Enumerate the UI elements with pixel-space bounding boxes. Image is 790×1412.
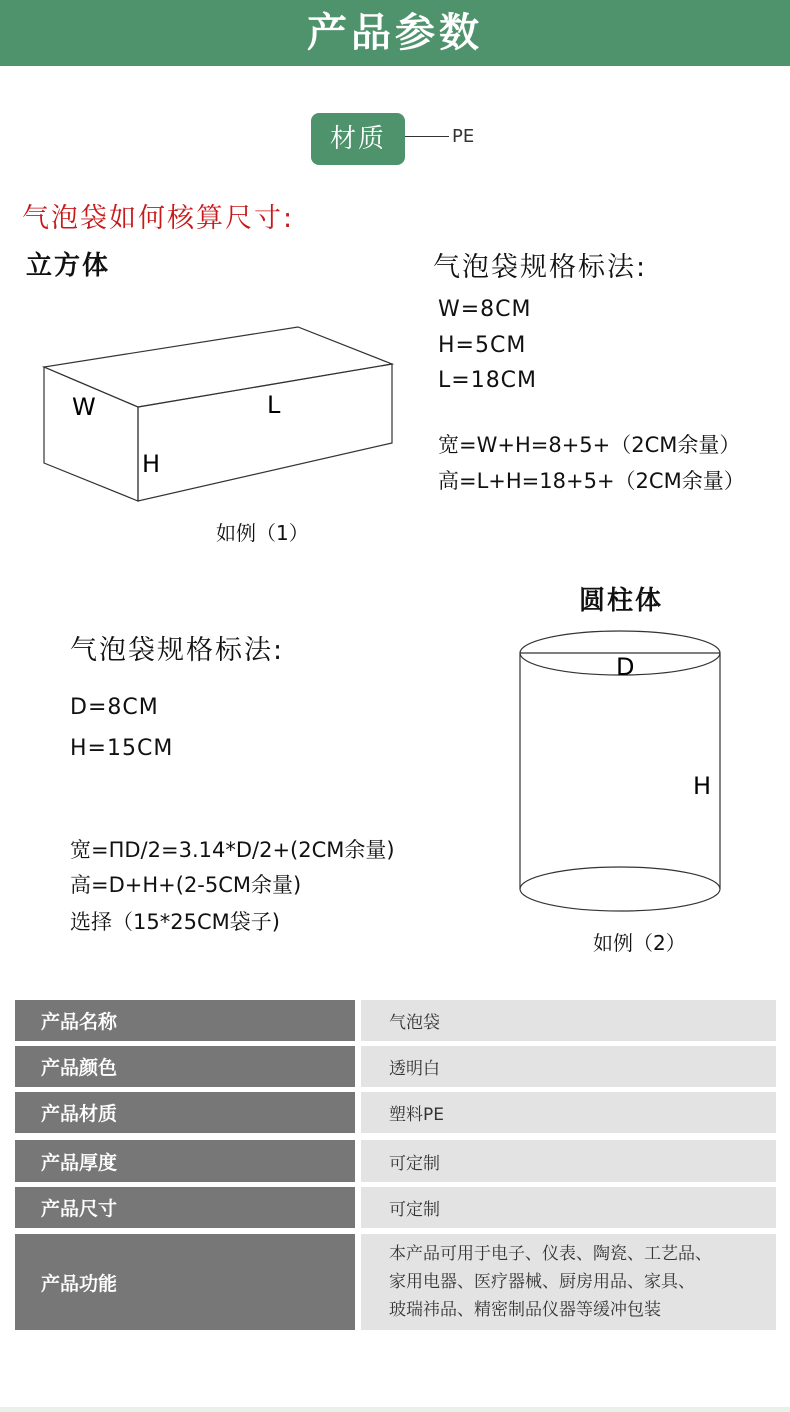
cube-side-face	[138, 364, 392, 501]
material-label: 材质	[311, 113, 405, 165]
cube-label-w: W	[72, 393, 96, 421]
cube-spec-w: W=8CM	[438, 297, 532, 322]
bottom-divider	[0, 1407, 790, 1412]
sizing-title: 气泡袋如何核算尺寸:	[22, 203, 295, 234]
cube-top-face	[44, 327, 392, 407]
material-value: PE	[452, 126, 475, 147]
cylinder-label-d: D	[616, 653, 635, 681]
table-row-label: 产品尺寸	[15, 1187, 355, 1228]
cylinder-diagram	[510, 625, 730, 920]
table-row-label: 产品材质	[15, 1092, 355, 1133]
cube-height-formula: 高=L+H=18+5+（2CM余量）	[438, 469, 745, 493]
table-row-label: 产品名称	[15, 1000, 355, 1041]
cylinder-label-h: H	[693, 772, 712, 800]
cube-spec-l: L=18CM	[438, 368, 538, 393]
material-connector-line	[405, 136, 449, 137]
cylinder-spec-d: D=8CM	[70, 695, 159, 720]
table-row-label: 产品厚度	[15, 1140, 355, 1182]
table-row	[15, 1046, 776, 1087]
cylinder-spec-h: H=15CM	[70, 736, 174, 761]
table-row	[15, 1187, 776, 1228]
table-row-value: 气泡袋	[361, 1000, 776, 1041]
cube-heading: 立方体	[26, 251, 111, 281]
cylinder-caption: 如例（2）	[593, 931, 686, 955]
table-row-label: 产品功能	[15, 1234, 355, 1330]
page-title: 产品参数	[0, 0, 790, 66]
table-row-value: 本产品可用于电子、仪表、陶瓷、工艺品、 家用电器、医疗器械、厨房用品、家具、 玻瑞祎品、精密制品仪器等缓冲包装	[361, 1234, 776, 1330]
table-row-value: 透明白	[361, 1046, 776, 1087]
cube-width-formula: 宽=W+H=8+5+（2CM余量）	[438, 433, 741, 457]
table-row	[15, 1140, 776, 1182]
table-row-label: 产品颜色	[15, 1046, 355, 1087]
table-row-value: 塑料PE	[361, 1092, 776, 1133]
cube-diagram	[30, 315, 410, 515]
cylinder-spec-heading: 气泡袋规格标法:	[70, 635, 285, 666]
cube-label-h: H	[142, 450, 161, 478]
cylinder-height-formula: 高=D+H+(2-5CM余量)	[70, 873, 302, 897]
table-row	[15, 1000, 776, 1041]
cube-spec-h: H=5CM	[438, 333, 527, 358]
cylinder-bottom-ellipse	[520, 867, 720, 911]
table-row-value: 可定制	[361, 1187, 776, 1228]
table-row	[15, 1234, 776, 1330]
table-row-value: 可定制	[361, 1140, 776, 1182]
cube-front-face	[44, 367, 138, 501]
cylinder-heading: 圆柱体	[579, 586, 664, 616]
cylinder-choice: 选择（15*25CM袋子)	[70, 910, 280, 934]
table-row	[15, 1092, 776, 1133]
cube-caption: 如例（1）	[216, 521, 309, 545]
cube-label-l: L	[267, 391, 281, 419]
cube-spec-heading: 气泡袋规格标法:	[433, 252, 648, 283]
cylinder-width-formula: 宽=ΠD/2=3.14*D/2+(2CM余量)	[70, 838, 395, 862]
